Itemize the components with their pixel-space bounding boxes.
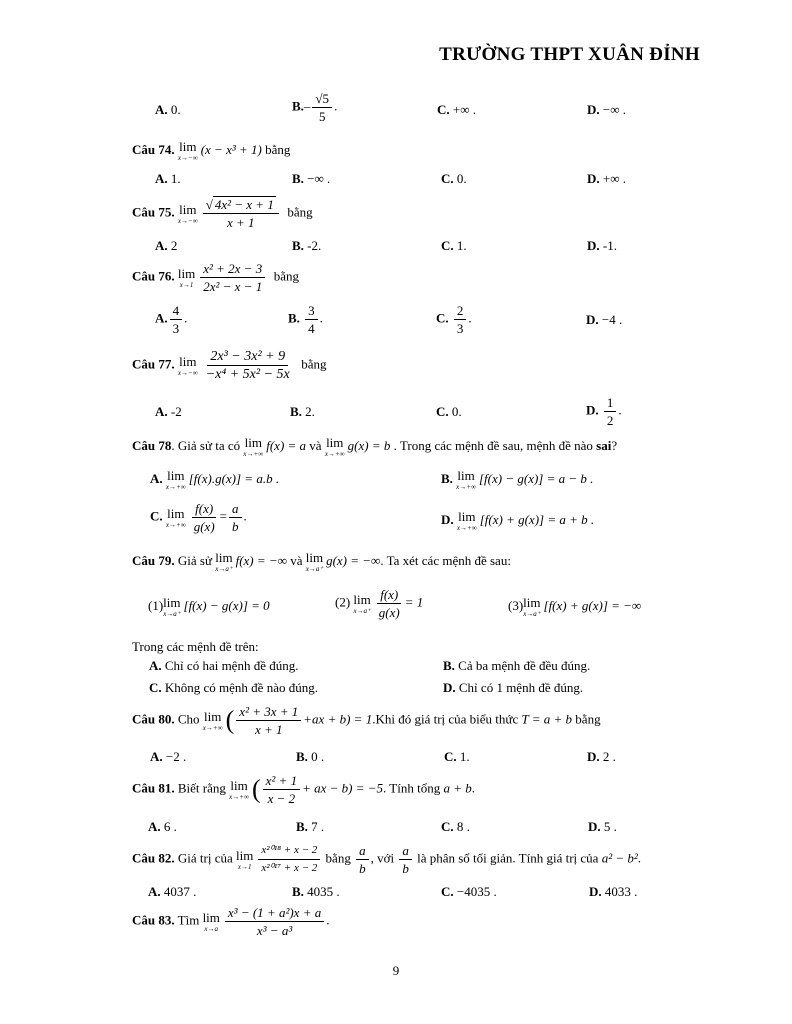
page-number: 9 [392,963,400,978]
school-header: TRƯỜNG THPT XUÂN ĐỈNH [439,44,700,65]
